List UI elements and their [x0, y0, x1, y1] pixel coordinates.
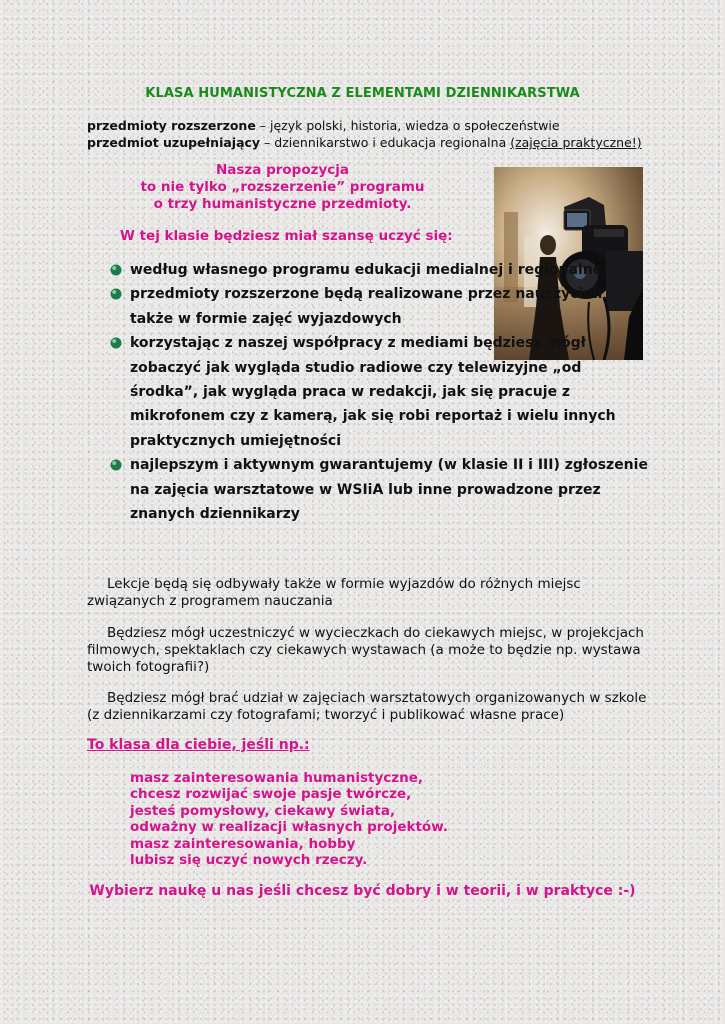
paragraph-text: Będziesz mógł uczestniczyć w wycieczkach do ciekawych miejsc, w projekcjach filmowych, spektaklach czy ciekawych wystawach (a może to będzie np. wystawa twoich fotografii?)	[87, 625, 644, 675]
extended-subjects-line	[87, 118, 560, 133]
bullet-text: według własnego programu edukacji medialnej i regionalnej	[130, 262, 608, 278]
page-title: KLASA HUMANISTYCZNA Z ELEMENTAMI DZIENNIKARSTWA	[145, 86, 580, 101]
extended-subjects-value: – język polski, historia, wiedza o społeczeństwie	[255, 118, 560, 133]
trait-item: jesteś pomysłowy, ciekawy świata,	[130, 802, 396, 819]
complementary-subject-label: przedmiot uzupełniający	[87, 135, 261, 150]
for-you-heading: To klasa dla ciebie, jeśli np.:	[87, 737, 310, 753]
trait-item: masz zainteresowania, hobby	[130, 835, 356, 852]
trait-item: chcesz rozwijać swoje pasje twórcze,	[130, 786, 412, 803]
proposal-line: Nasza propozycja	[215, 162, 350, 178]
trait-item: lubisz się uczyć nowych rzeczy.	[130, 852, 368, 869]
paragraph-text: Lekcje będą się odbywały także w formie wyjazdów do różnych miejsc związanych z programem nauczania	[87, 576, 581, 609]
trait-item: odważny w realizacji własnych projektów.	[130, 819, 448, 836]
chance-heading: W tej klasie będziesz miał szansę uczyć się:	[120, 228, 453, 244]
proposal-block	[95, 162, 470, 213]
complementary-subject-note: (zajęcia praktyczne!)	[510, 135, 642, 150]
list-item	[108, 331, 648, 453]
green-sphere-bullet-icon	[110, 459, 122, 471]
learning-bullet-list	[108, 258, 648, 526]
traits-list	[130, 770, 448, 868]
closing-slogan: Wybierz naukę u nas jeśli chcesz być dobry i w teorii, i w praktyce :-)	[89, 883, 636, 899]
proposal-line: o trzy humanistyczne przedmioty.	[153, 196, 412, 212]
bullet-text: najlepszym i aktywnym gwarantujemy (w klasie II i III) zgłoszenie na zajęcia warsztatowe w WSIiA lub inne prowadzone przez znanych dziennikarzy	[130, 457, 648, 523]
list-item	[108, 258, 648, 282]
bullet-text: korzystając z naszej współpracy z mediami będziesz mógł zobaczyć jak wygląda studio radiowe czy telewizyjne „od środka”, jak wygląda praca w redakcji, jak się pracuje z mikrofonem czy z kamerą, jak się robi reportaż i wielu innych praktycznych umiejętności	[130, 335, 616, 449]
paragraph	[87, 576, 647, 610]
proposal-line: to nie tylko „rozszerzenie” programu	[140, 179, 425, 195]
list-item	[108, 453, 648, 526]
trait-item: masz zainteresowania humanistyczne,	[130, 770, 424, 786]
complementary-subject-value: – dziennikarstwo i edukacja regionalna	[260, 135, 511, 150]
green-sphere-bullet-icon	[110, 264, 122, 276]
paragraph-text: Będziesz mógł brać udział w zajęciach warsztatowych organizowanych w szkole (z dziennikarzami czy fotografami; tworzyć i publikować własne prace)	[87, 690, 647, 723]
bullet-text: przedmioty rozszerzone będą realizowane przez nauczycieli także w formie zajęć wyjazdowych	[130, 286, 603, 327]
green-sphere-bullet-icon	[110, 337, 122, 349]
extended-subjects-label: przedmioty rozszerzone	[87, 118, 256, 133]
complementary-subject-line	[87, 135, 642, 150]
green-sphere-bullet-icon	[110, 288, 122, 300]
list-item	[108, 282, 648, 331]
paragraph	[87, 690, 647, 724]
paragraph	[87, 625, 647, 676]
